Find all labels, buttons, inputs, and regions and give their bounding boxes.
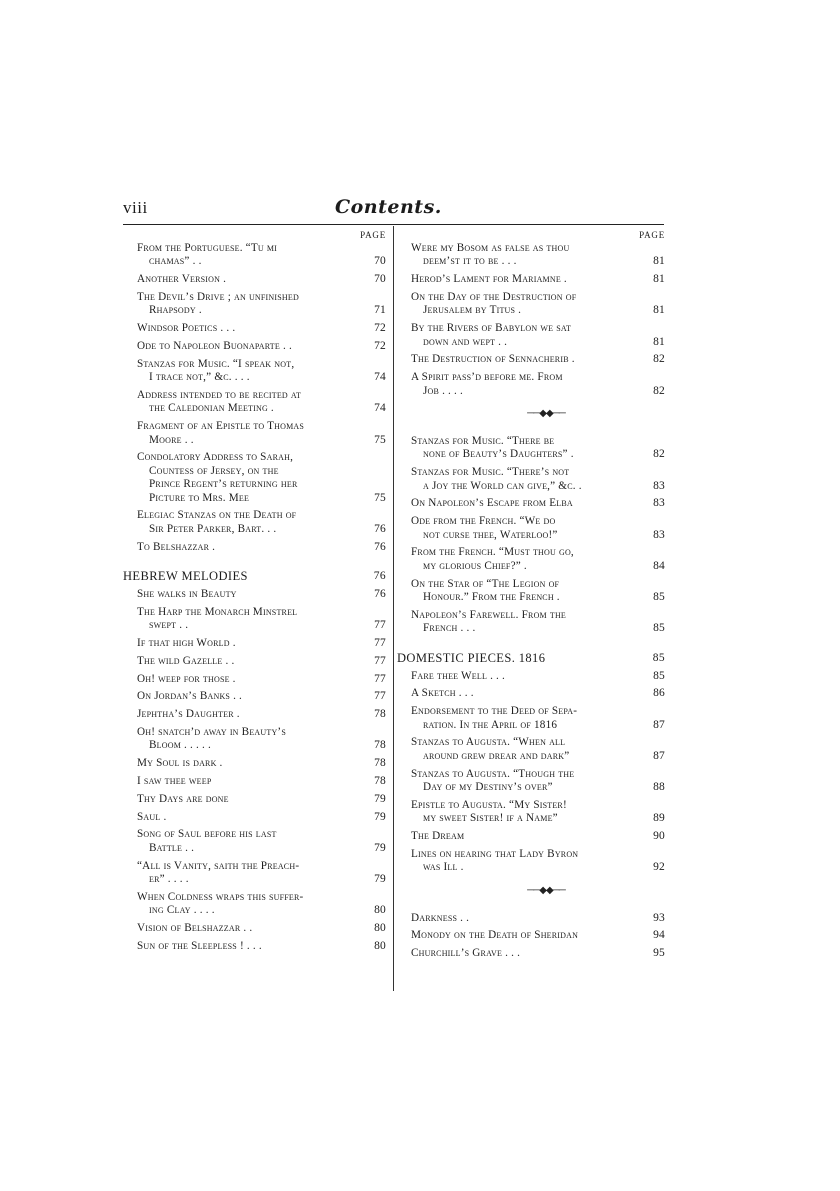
toc-entry-page: 82 <box>653 384 665 397</box>
toc-entry-page: 71 <box>374 304 386 317</box>
toc-entry-page: 81 <box>653 335 665 348</box>
toc-entry-title <box>397 435 665 462</box>
toc-entry-page: 85 <box>653 622 665 635</box>
toc-entry-page: 77 <box>374 637 386 650</box>
toc-entry-title <box>123 322 386 335</box>
toc-entry-title <box>123 358 386 385</box>
toc-entry-line: Address intended to be recited at <box>137 389 302 401</box>
toc-entry-line: chamas” . . <box>149 255 202 268</box>
toc-entry-line: Stanzas for Music. “There be <box>411 435 555 448</box>
toc-entry-line: Stanzas for Music. “There’s not <box>411 466 570 479</box>
toc-entry-line: Oh! snatch’d away in Beauty’s <box>137 726 286 739</box>
toc-entry <box>123 922 386 935</box>
toc-entry-line: A Spirit pass’d before me. From <box>411 371 563 384</box>
toc-entry-title <box>397 546 665 573</box>
toc-entry-title <box>397 705 665 732</box>
toc-entry-line: Fragment of an Epistle to Thomas <box>137 420 305 433</box>
toc-entry-line: Sun of the Sleepless ! . . . <box>137 939 262 952</box>
toc-entry-title <box>123 673 386 686</box>
toc-entry-line: On Jordan’s Banks . . <box>137 690 243 703</box>
entry-list <box>397 242 665 398</box>
toc-entry-line: Windsor Poetics . . . <box>137 322 236 335</box>
toc-entry-title <box>123 541 386 554</box>
toc-entry-page: 83 <box>653 528 665 541</box>
toc-entry-page: 85 <box>653 669 665 682</box>
toc-entry-page: 77 <box>374 654 386 667</box>
toc-entry-title <box>397 322 665 349</box>
toc-entry <box>123 273 386 286</box>
toc-entry <box>397 609 665 636</box>
toc-entry-title <box>397 912 665 925</box>
section-page: 76 <box>373 570 386 583</box>
toc-entry-page: 76 <box>374 522 386 535</box>
toc-entry <box>397 670 665 683</box>
toc-entry-title <box>397 736 665 763</box>
toc-entry-title <box>123 922 386 935</box>
toc-entry-title <box>123 588 386 601</box>
toc-entry-line: On the Star of “The Legion of <box>411 577 560 590</box>
toc-entry-title <box>123 708 386 721</box>
toc-entry-line: swept . . <box>149 619 189 632</box>
toc-entry-line: Day of my Destiny’s over” <box>423 781 553 794</box>
toc-entry-page: 80 <box>374 922 386 935</box>
toc-entry-title <box>123 273 386 286</box>
toc-entry-line: French . . . <box>423 622 476 635</box>
toc-entry-line: When Coldness wraps this suffer- <box>137 890 304 903</box>
toc-entry-page: 81 <box>653 304 665 317</box>
page-label: PAGE <box>360 230 386 240</box>
toc-entry <box>397 705 665 732</box>
toc-entry <box>123 322 386 335</box>
toc-entry <box>123 242 386 269</box>
header-rule <box>123 224 664 225</box>
toc-entry-line: The Dream <box>411 830 465 843</box>
toc-entry-title <box>397 497 665 510</box>
toc-entry-page: 75 <box>374 433 386 446</box>
toc-entry-line: was Ill . <box>423 861 464 874</box>
toc-entry-line: Stanzas to Augusta. “Though the <box>411 767 575 780</box>
toc-entry-line: By the Rivers of Babylon we sat <box>411 322 572 335</box>
toc-entry <box>123 509 386 536</box>
toc-entry-line: Ode to Napoleon Buonaparte . . <box>137 340 292 352</box>
toc-entry-page: 94 <box>653 929 665 942</box>
toc-entry-line: Darkness . . <box>411 911 470 924</box>
toc-entry-title <box>397 929 665 942</box>
ornament-divider: ──◆◆── <box>527 408 565 420</box>
toc-entry <box>123 940 386 953</box>
page-header <box>123 198 664 222</box>
toc-entry-title <box>397 353 665 366</box>
toc-entry <box>397 912 665 925</box>
toc-entry <box>397 768 665 795</box>
toc-entry <box>123 891 386 918</box>
toc-entry <box>397 466 665 493</box>
toc-entry-line: Countess of Jersey, on the <box>149 464 279 477</box>
toc-entry-page: 80 <box>374 904 386 917</box>
toc-entry-page: 81 <box>653 255 665 268</box>
toc-entry <box>397 515 665 542</box>
section-heading-domestic-pieces <box>397 650 665 666</box>
toc-entry-line: Rhapsody . <box>149 304 202 317</box>
toc-entry <box>123 860 386 887</box>
toc-entry-page: 95 <box>653 947 665 960</box>
toc-entry-line: The Destruction of Sennacherib . <box>411 353 575 366</box>
toc-entry-line: The Devil’s Drive ; an unfinished <box>137 291 299 303</box>
toc-entry-title <box>123 291 386 318</box>
toc-entry <box>397 687 665 700</box>
section-heading-hebrew-melodies <box>123 568 386 584</box>
toc-entry-page: 87 <box>653 749 665 762</box>
toc-entry-title <box>397 273 665 286</box>
toc-entry-line: around grew drear and dark” <box>423 749 570 762</box>
toc-entry <box>397 242 665 269</box>
toc-entry <box>397 322 665 349</box>
toc-entry-line: Endorsement to the Deed of Sepa- <box>411 705 578 718</box>
toc-entry-line: Stanzas for Music. “I speak not, <box>137 357 295 370</box>
toc-entry-page: 74 <box>374 371 386 384</box>
toc-entry-line: I trace not,” &c. . . . <box>149 371 250 384</box>
toc-entry <box>123 775 386 788</box>
toc-entry <box>123 541 386 554</box>
toc-entry <box>123 757 386 770</box>
toc-entry-line: A Sketch . . . <box>411 687 474 700</box>
toc-entry-line: Another Version . <box>137 273 227 286</box>
toc-entry-page: 88 <box>653 781 665 794</box>
toc-entry-line: On the Day of the Destruction of <box>411 291 577 303</box>
page-label: PAGE <box>639 230 665 240</box>
toc-entry-page: 83 <box>653 479 665 492</box>
entry-list <box>123 588 386 953</box>
toc-entry-page: 90 <box>653 830 665 843</box>
toc-entry <box>123 340 386 353</box>
toc-entry-page: 80 <box>374 939 386 952</box>
toc-entry-title <box>123 690 386 703</box>
toc-entry-line: Were my Bosom as false as thou <box>411 242 570 254</box>
running-title: Contents. <box>335 196 442 218</box>
toc-entry-title <box>397 670 665 683</box>
toc-entry-line: Epistle to Augusta. “My Sister! <box>411 798 567 811</box>
toc-entry-line: my glorious Chief?” . <box>423 559 527 572</box>
toc-entry-line: the Caledonian Meeting . <box>149 402 274 415</box>
toc-entry-line: Stanzas to Augusta. “When all <box>411 736 566 749</box>
toc-entry-line: Saul . <box>137 810 167 823</box>
toc-entry <box>397 273 665 286</box>
toc-entry-title <box>397 371 665 398</box>
toc-entry-title <box>397 768 665 795</box>
toc-entry-title <box>123 811 386 824</box>
toc-entry-title <box>397 466 665 493</box>
toc-entry-line: Song of Saul before his last <box>137 828 277 841</box>
toc-entry <box>123 291 386 318</box>
toc-entry-line: From the French. “Must thou go, <box>411 546 574 559</box>
toc-entry-page: 93 <box>653 911 665 924</box>
toc-entry-line: Jephtha’s Daughter . <box>137 708 240 721</box>
toc-entry-line: To Belshazzar . <box>137 540 216 553</box>
toc-entry-title <box>397 687 665 700</box>
toc-entry-title <box>397 799 665 826</box>
toc-entry-page: 70 <box>374 273 386 286</box>
left-column <box>123 228 386 958</box>
toc-entry-page: 70 <box>374 255 386 268</box>
toc-entry-title <box>123 637 386 650</box>
toc-entry-title <box>123 726 386 753</box>
toc-entry-line: Oh! weep for those . <box>137 672 236 685</box>
toc-entry-line: Ode from the French. “We do <box>411 515 556 528</box>
toc-entry <box>123 420 386 447</box>
toc-entry-line: Monody on the Death of Sheridan <box>411 929 579 942</box>
toc-entry-page: 82 <box>653 448 665 461</box>
entry-list <box>397 912 665 961</box>
toc-entry-page: 77 <box>374 672 386 685</box>
entry-list <box>397 670 665 875</box>
toc-entry <box>397 546 665 573</box>
toc-entry-page: 78 <box>374 775 386 788</box>
toc-entry-line: Sir Peter Parker, Bart. . . <box>149 522 277 535</box>
toc-entry <box>397 291 665 318</box>
toc-entry-page: 78 <box>374 708 386 721</box>
toc-entry <box>397 830 665 843</box>
toc-entry-page: 72 <box>374 340 386 352</box>
toc-entry-line: She walks in Beauty <box>137 588 237 601</box>
toc-entry-line: Napoleon’s Farewell. From the <box>411 608 567 621</box>
entry-list <box>397 435 665 636</box>
toc-entry-page: 79 <box>374 810 386 823</box>
toc-entry-page: 77 <box>374 619 386 632</box>
toc-entry-line: Battle . . <box>149 841 195 854</box>
toc-entry-title <box>397 848 665 875</box>
toc-entry-line: The wild Gazelle . . <box>137 654 235 667</box>
toc-entry-line: Fare thee Well . . . <box>411 669 506 682</box>
toc-entry-line: Condolatory Address to Sarah, <box>137 451 294 464</box>
toc-entry-title <box>123 420 386 447</box>
toc-entry-line: not curse thee, Waterloo!” <box>423 528 558 541</box>
toc-entry-page: 79 <box>374 873 386 886</box>
toc-entry-title <box>397 291 665 318</box>
toc-entry <box>123 673 386 686</box>
toc-entry-line: Bloom . . . . . <box>149 739 211 752</box>
toc-entry-page: 77 <box>374 690 386 703</box>
toc-entry-page: 76 <box>374 540 386 553</box>
right-column <box>397 228 665 965</box>
toc-entry-page: 75 <box>374 491 386 504</box>
toc-entry-title <box>123 793 386 806</box>
toc-entry-line: If that high World . <box>137 637 236 650</box>
toc-entry <box>397 736 665 763</box>
entry-list <box>123 242 386 554</box>
toc-entry-title <box>123 451 386 505</box>
toc-entry-title <box>397 515 665 542</box>
toc-entry-title <box>123 340 386 353</box>
toc-entry-title <box>397 242 665 269</box>
toc-entry-line: My Soul is dark . <box>137 757 223 770</box>
toc-entry <box>123 811 386 824</box>
toc-entry-page: 78 <box>374 757 386 770</box>
toc-entry-page: 89 <box>653 812 665 825</box>
toc-entry-line: down and wept . . <box>423 335 508 348</box>
toc-entry-page: 72 <box>374 322 386 335</box>
toc-entry-title <box>123 860 386 887</box>
section-title: HEBREW MELODIES <box>123 569 248 584</box>
toc-entry-line: Picture to Mrs. Mee <box>149 491 250 504</box>
toc-entry-title <box>123 891 386 918</box>
toc-entry <box>397 848 665 875</box>
toc-entry-title <box>123 242 386 269</box>
toc-entry-line: deem’st it to be . . . <box>423 255 517 268</box>
toc-entry-line: I saw thee weep <box>137 775 212 788</box>
toc-entry-title <box>123 828 386 855</box>
toc-entry-line: The Harp the Monarch Minstrel <box>137 605 298 618</box>
toc-entry <box>123 389 386 416</box>
toc-entry <box>123 726 386 753</box>
toc-entry-title <box>397 830 665 843</box>
toc-entry <box>123 793 386 806</box>
toc-entry <box>123 358 386 385</box>
toc-entry-line: “All is Vanity, saith the Preach- <box>137 859 300 872</box>
toc-entry <box>397 371 665 398</box>
toc-entry-page: 76 <box>374 588 386 601</box>
toc-entry-title <box>123 606 386 633</box>
toc-entry-page: 92 <box>653 861 665 874</box>
toc-entry <box>123 690 386 703</box>
toc-entry-page: 87 <box>653 718 665 731</box>
toc-entry-line: Moore . . <box>149 433 194 446</box>
toc-entry-line: ration. In the April of 1816 <box>423 718 558 731</box>
toc-entry <box>123 708 386 721</box>
toc-entry-page: 79 <box>374 792 386 805</box>
ornament-divider: ──◆◆── <box>527 884 565 896</box>
folio-number: viii <box>123 198 148 217</box>
toc-entry-page: 83 <box>653 497 665 510</box>
toc-entry-title <box>123 389 386 416</box>
toc-entry <box>123 451 386 505</box>
toc-entry-line: Jerusalem by Titus . <box>423 304 522 317</box>
toc-entry-title <box>123 940 386 953</box>
toc-entry <box>397 799 665 826</box>
toc-entry-title <box>397 578 665 605</box>
toc-entry-page: 81 <box>653 273 665 286</box>
toc-entry-page: 85 <box>653 591 665 604</box>
toc-entry-title <box>397 947 665 960</box>
toc-entry-line: my sweet Sister! if a Name” <box>423 812 558 825</box>
toc-entry-title <box>123 757 386 770</box>
toc-entry <box>123 828 386 855</box>
toc-entry-line: a Joy the World can give,” &c. . <box>423 479 582 492</box>
section-title: DOMESTIC PIECES. 1816 <box>397 650 546 665</box>
toc-entry-line: Prince Regent’s returning her <box>149 478 298 491</box>
toc-entry <box>123 588 386 601</box>
toc-entry-title <box>123 655 386 668</box>
toc-entry <box>397 497 665 510</box>
toc-entry-line: Job . . . . <box>423 384 464 397</box>
toc-entry <box>123 637 386 650</box>
toc-entry-page: 74 <box>374 402 386 415</box>
toc-entry <box>397 929 665 942</box>
toc-entry-line: Thy Days are done <box>137 792 229 805</box>
toc-entry-line: Elegiac Stanzas on the Death of <box>137 509 297 522</box>
toc-entry-line: On Napoleon’s Escape from Elba <box>411 497 573 510</box>
toc-entry-line: Churchill’s Grave . . . <box>411 947 521 960</box>
toc-entry-line: Herod’s Lament for Mariamne . <box>411 273 567 286</box>
toc-entry <box>123 655 386 668</box>
toc-entry <box>397 578 665 605</box>
toc-entry <box>397 353 665 366</box>
toc-entry <box>397 435 665 462</box>
toc-entry <box>397 947 665 960</box>
section-page: 85 <box>652 651 665 664</box>
toc-entry-title <box>123 775 386 788</box>
toc-entry-page: 78 <box>374 739 386 752</box>
toc-entry-title <box>397 609 665 636</box>
toc-entry-line: ing Clay . . . . <box>149 904 215 917</box>
toc-entry-page: 86 <box>653 687 665 700</box>
toc-entry-line: none of Beauty’s Daughters” . <box>423 448 574 461</box>
toc-entry-line: Lines on hearing that Lady Byron <box>411 847 579 860</box>
toc-entry-page: 82 <box>653 353 665 366</box>
toc-entry-line: Vision of Belshazzar . . <box>137 922 253 935</box>
toc-entry-page: 79 <box>374 841 386 854</box>
column-divider <box>393 226 394 991</box>
toc-entry-title <box>123 509 386 536</box>
toc-entry-line: Honour.” From the French . <box>423 591 560 604</box>
toc-entry-line: er” . . . . <box>149 873 189 886</box>
toc-entry <box>123 606 386 633</box>
toc-entry-page: 84 <box>653 559 665 572</box>
toc-entry-line: From the Portuguese. “Tu mi <box>137 242 278 254</box>
